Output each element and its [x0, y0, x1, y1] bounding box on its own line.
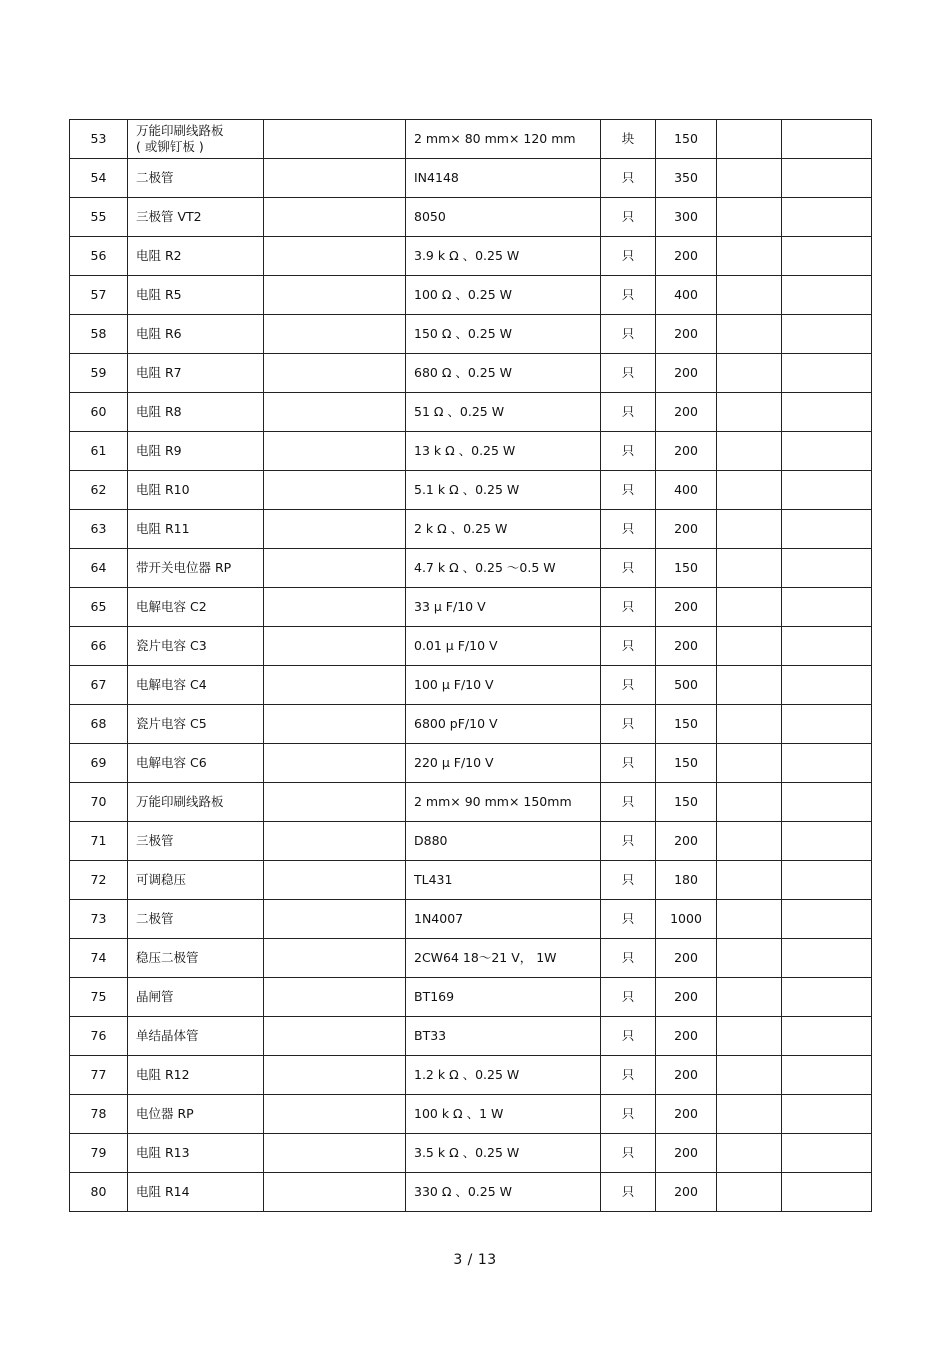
blank-cell [717, 744, 782, 783]
blank-cell [782, 510, 872, 549]
item-number-cell: 74 [70, 939, 128, 978]
item-name-cell [128, 744, 264, 783]
blank-cell [782, 939, 872, 978]
blank-cell [264, 510, 406, 549]
blank-cell [717, 1095, 782, 1134]
unit-cell: 只 [601, 1017, 656, 1056]
spec-cell: 2CW64 18～21 V， 1W [406, 939, 601, 978]
blank-cell [782, 666, 872, 705]
blank-cell [264, 120, 406, 159]
item-name-line: 电阻 R10 [136, 482, 190, 497]
unit-cell: 只 [601, 1095, 656, 1134]
blank-cell [264, 627, 406, 666]
quantity-cell: 200 [656, 1017, 717, 1056]
quantity-cell: 200 [656, 1134, 717, 1173]
unit-cell: 只 [601, 432, 656, 471]
blank-cell [264, 666, 406, 705]
item-number-cell: 71 [70, 822, 128, 861]
quantity-cell: 150 [656, 549, 717, 588]
quantity-cell: 500 [656, 666, 717, 705]
blank-cell [717, 1017, 782, 1056]
spec-cell: 330 Ω 、0.25 W [406, 1173, 601, 1212]
blank-cell [782, 276, 872, 315]
quantity-cell: 200 [656, 315, 717, 354]
item-name-cell [128, 276, 264, 315]
blank-cell [782, 237, 872, 276]
item-number-cell: 68 [70, 705, 128, 744]
unit-cell: 只 [601, 783, 656, 822]
item-name-line: 晶闸管 [136, 989, 174, 1004]
blank-cell [782, 315, 872, 354]
blank-cell [717, 120, 782, 159]
item-number-cell: 80 [70, 1173, 128, 1212]
unit-cell: 只 [601, 510, 656, 549]
quantity-cell: 300 [656, 198, 717, 237]
item-number-cell: 53 [70, 120, 128, 159]
table-row [70, 861, 872, 900]
table-row [70, 198, 872, 237]
blank-cell [717, 822, 782, 861]
item-number-cell: 77 [70, 1056, 128, 1095]
item-name-line: 电阻 R7 [136, 365, 182, 380]
item-name-line: 电解电容 C6 [136, 755, 207, 770]
item-name-cell [128, 510, 264, 549]
quantity-cell: 200 [656, 432, 717, 471]
item-name-line: 带开关电位器 RP [136, 560, 232, 575]
item-name-cell [128, 159, 264, 198]
item-name-line: 单结晶体管 [136, 1028, 199, 1043]
blank-cell [264, 471, 406, 510]
blank-cell [717, 393, 782, 432]
item-number-cell: 67 [70, 666, 128, 705]
blank-cell [717, 354, 782, 393]
blank-cell [264, 237, 406, 276]
spec-cell: 220 μ F/10 V [406, 744, 601, 783]
item-name-line: 万能印刷线路板 [136, 794, 224, 809]
item-name-line: 万能印刷线路板 [136, 123, 224, 138]
item-number-cell: 54 [70, 159, 128, 198]
blank-cell [782, 705, 872, 744]
table-row [70, 237, 872, 276]
unit-cell: 只 [601, 471, 656, 510]
spec-cell: 1.2 k Ω 、0.25 W [406, 1056, 601, 1095]
unit-cell: 只 [601, 861, 656, 900]
item-name-cell [128, 1017, 264, 1056]
item-name-cell [128, 354, 264, 393]
spec-cell: 2 mm× 90 mm× 150mm [406, 783, 601, 822]
table-row [70, 120, 872, 159]
blank-cell [717, 1056, 782, 1095]
table-row [70, 1173, 872, 1212]
blank-cell [717, 783, 782, 822]
blank-cell [264, 900, 406, 939]
blank-cell [264, 939, 406, 978]
blank-cell [717, 198, 782, 237]
quantity-cell: 200 [656, 1095, 717, 1134]
unit-cell: 只 [601, 744, 656, 783]
item-name-cell [128, 315, 264, 354]
item-number-cell: 78 [70, 1095, 128, 1134]
item-name-line: 稳压二极管 [136, 950, 199, 965]
item-number-cell: 66 [70, 627, 128, 666]
blank-cell [717, 1173, 782, 1212]
item-name-line: 二极管 [136, 170, 174, 185]
blank-cell [717, 705, 782, 744]
item-name-cell [128, 432, 264, 471]
spec-cell: 100 Ω 、0.25 W [406, 276, 601, 315]
quantity-cell: 200 [656, 822, 717, 861]
item-number-cell: 59 [70, 354, 128, 393]
spec-cell: 100 k Ω 、1 W [406, 1095, 601, 1134]
table-row [70, 159, 872, 198]
table-row [70, 510, 872, 549]
blank-cell [782, 471, 872, 510]
item-name-cell [128, 822, 264, 861]
blank-cell [264, 354, 406, 393]
blank-cell [717, 510, 782, 549]
item-name-line: 瓷片电容 C5 [136, 716, 207, 731]
blank-cell [264, 159, 406, 198]
unit-cell: 只 [601, 237, 656, 276]
table-row [70, 822, 872, 861]
item-name-line: 电阻 R14 [136, 1184, 190, 1199]
item-number-cell: 70 [70, 783, 128, 822]
blank-cell [717, 549, 782, 588]
item-name-cell [128, 1056, 264, 1095]
spec-cell: 5.1 k Ω 、0.25 W [406, 471, 601, 510]
unit-cell: 只 [601, 1056, 656, 1095]
table-row [70, 1056, 872, 1095]
blank-cell [717, 471, 782, 510]
table-row [70, 1017, 872, 1056]
blank-cell [717, 627, 782, 666]
quantity-cell: 400 [656, 471, 717, 510]
blank-cell [782, 1095, 872, 1134]
item-name-line: 电阻 R11 [136, 521, 190, 536]
spec-cell: D880 [406, 822, 601, 861]
item-number-cell: 64 [70, 549, 128, 588]
unit-cell: 只 [601, 666, 656, 705]
blank-cell [717, 315, 782, 354]
blank-cell [782, 159, 872, 198]
table-row [70, 939, 872, 978]
item-name-line: 电阻 R13 [136, 1145, 190, 1160]
item-name-line: ( 或铆钉板 ) [136, 139, 204, 154]
spec-cell: 51 Ω 、0.25 W [406, 393, 601, 432]
blank-cell [782, 978, 872, 1017]
blank-cell [264, 588, 406, 627]
blank-cell [717, 939, 782, 978]
item-number-cell: 65 [70, 588, 128, 627]
blank-cell [782, 744, 872, 783]
blank-cell [264, 1017, 406, 1056]
item-number-cell: 57 [70, 276, 128, 315]
item-name-cell [128, 900, 264, 939]
spec-cell: 8050 [406, 198, 601, 237]
spec-cell: BT33 [406, 1017, 601, 1056]
table-row [70, 393, 872, 432]
quantity-cell: 200 [656, 393, 717, 432]
unit-cell: 只 [601, 939, 656, 978]
item-number-cell: 63 [70, 510, 128, 549]
spec-cell: TL431 [406, 861, 601, 900]
unit-cell: 只 [601, 705, 656, 744]
quantity-cell: 400 [656, 276, 717, 315]
spec-cell: 0.01 μ F/10 V [406, 627, 601, 666]
blank-cell [782, 783, 872, 822]
item-name-cell [128, 861, 264, 900]
blank-cell [782, 1056, 872, 1095]
item-number-cell: 58 [70, 315, 128, 354]
blank-cell [717, 432, 782, 471]
blank-cell [264, 978, 406, 1017]
spec-cell: 1N4007 [406, 900, 601, 939]
blank-cell [782, 549, 872, 588]
unit-cell: 块 [601, 120, 656, 159]
item-number-cell: 60 [70, 393, 128, 432]
item-name-line: 电位器 RP [136, 1106, 194, 1121]
blank-cell [264, 432, 406, 471]
blank-cell [264, 1134, 406, 1173]
blank-cell [264, 276, 406, 315]
blank-cell [717, 159, 782, 198]
blank-cell [264, 1095, 406, 1134]
unit-cell: 只 [601, 393, 656, 432]
item-name-line: 电阻 R12 [136, 1067, 190, 1082]
unit-cell: 只 [601, 1134, 656, 1173]
unit-cell: 只 [601, 198, 656, 237]
table-row [70, 432, 872, 471]
blank-cell [782, 198, 872, 237]
item-number-cell: 73 [70, 900, 128, 939]
unit-cell: 只 [601, 900, 656, 939]
table-row [70, 1095, 872, 1134]
blank-cell [717, 1134, 782, 1173]
table-row [70, 276, 872, 315]
blank-cell [782, 861, 872, 900]
spec-cell: 33 μ F/10 V [406, 588, 601, 627]
item-name-cell [128, 198, 264, 237]
blank-cell [264, 198, 406, 237]
blank-cell [782, 120, 872, 159]
blank-cell [782, 627, 872, 666]
quantity-cell: 150 [656, 705, 717, 744]
unit-cell: 只 [601, 1173, 656, 1212]
table-row [70, 627, 872, 666]
page-number: 3 / 13 [453, 1252, 497, 1268]
quantity-cell: 200 [656, 627, 717, 666]
blank-cell [717, 588, 782, 627]
quantity-cell: 200 [656, 237, 717, 276]
item-name-cell [128, 1095, 264, 1134]
blank-cell [264, 1173, 406, 1212]
item-number-cell: 69 [70, 744, 128, 783]
item-name-cell [128, 549, 264, 588]
quantity-cell: 150 [656, 783, 717, 822]
unit-cell: 只 [601, 354, 656, 393]
item-number-cell: 75 [70, 978, 128, 1017]
table-row [70, 354, 872, 393]
item-name-cell [128, 978, 264, 1017]
blank-cell [264, 1056, 406, 1095]
quantity-cell: 150 [656, 744, 717, 783]
item-name-cell [128, 939, 264, 978]
item-name-cell [128, 471, 264, 510]
unit-cell: 只 [601, 588, 656, 627]
unit-cell: 只 [601, 822, 656, 861]
blank-cell [782, 393, 872, 432]
table-row [70, 744, 872, 783]
unit-cell: 只 [601, 627, 656, 666]
table-row [70, 549, 872, 588]
item-name-cell [128, 237, 264, 276]
item-number-cell: 61 [70, 432, 128, 471]
item-name-cell [128, 588, 264, 627]
unit-cell: 只 [601, 549, 656, 588]
blank-cell [264, 861, 406, 900]
unit-cell: 只 [601, 276, 656, 315]
blank-cell [717, 666, 782, 705]
item-name-line: 可调稳压 [136, 872, 187, 887]
blank-cell [717, 978, 782, 1017]
table-row [70, 588, 872, 627]
spec-cell: 2 mm× 80 mm× 120 mm [406, 120, 601, 159]
table-row [70, 471, 872, 510]
item-number-cell: 56 [70, 237, 128, 276]
spec-cell: 13 k Ω 、0.25 W [406, 432, 601, 471]
spec-cell: IN4148 [406, 159, 601, 198]
item-name-line: 三极管 VT2 [136, 209, 202, 224]
spec-cell: 3.5 k Ω 、0.25 W [406, 1134, 601, 1173]
table-row [70, 666, 872, 705]
table-row [70, 1134, 872, 1173]
blank-cell [264, 705, 406, 744]
item-name-cell [128, 705, 264, 744]
blank-cell [264, 315, 406, 354]
item-name-line: 二极管 [136, 911, 174, 926]
item-number-cell: 62 [70, 471, 128, 510]
item-name-cell [128, 783, 264, 822]
quantity-cell: 200 [656, 588, 717, 627]
blank-cell [717, 276, 782, 315]
quantity-cell: 200 [656, 354, 717, 393]
item-number-cell: 55 [70, 198, 128, 237]
item-name-line: 三极管 [136, 833, 174, 848]
blank-cell [782, 354, 872, 393]
unit-cell: 只 [601, 978, 656, 1017]
table-row [70, 783, 872, 822]
item-name-cell [128, 120, 264, 159]
item-name-cell [128, 666, 264, 705]
blank-cell [782, 1173, 872, 1212]
blank-cell [264, 783, 406, 822]
item-name-cell [128, 627, 264, 666]
item-name-line: 电阻 R5 [136, 287, 182, 302]
item-name-cell [128, 1134, 264, 1173]
quantity-cell: 180 [656, 861, 717, 900]
quantity-cell: 350 [656, 159, 717, 198]
blank-cell [782, 1134, 872, 1173]
quantity-cell: 200 [656, 939, 717, 978]
table-row [70, 978, 872, 1017]
spec-cell: 680 Ω 、0.25 W [406, 354, 601, 393]
quantity-cell: 200 [656, 1173, 717, 1212]
item-name-line: 电阻 R6 [136, 326, 182, 341]
table-row [70, 705, 872, 744]
item-number-cell: 79 [70, 1134, 128, 1173]
spec-cell: 3.9 k Ω 、0.25 W [406, 237, 601, 276]
spec-cell: 100 μ F/10 V [406, 666, 601, 705]
blank-cell [717, 861, 782, 900]
blank-cell [717, 237, 782, 276]
item-number-cell: 76 [70, 1017, 128, 1056]
item-name-cell [128, 1173, 264, 1212]
blank-cell [782, 822, 872, 861]
item-name-line: 瓷片电容 C3 [136, 638, 207, 653]
item-name-line: 电阻 R2 [136, 248, 182, 263]
item-name-line: 电解电容 C4 [136, 677, 207, 692]
table-row [70, 315, 872, 354]
table-body [70, 120, 872, 1212]
unit-cell: 只 [601, 315, 656, 354]
blank-cell [782, 900, 872, 939]
spec-cell: 2 k Ω 、0.25 W [406, 510, 601, 549]
blank-cell [782, 588, 872, 627]
item-name-line: 电阻 R8 [136, 404, 182, 419]
item-number-cell: 72 [70, 861, 128, 900]
quantity-cell: 200 [656, 1056, 717, 1095]
blank-cell [782, 1017, 872, 1056]
blank-cell [264, 549, 406, 588]
parts-table [69, 119, 872, 1212]
spec-cell: 4.7 k Ω 、0.25 ～0.5 W [406, 549, 601, 588]
table-row [70, 900, 872, 939]
spec-cell: 6800 pF/10 V [406, 705, 601, 744]
blank-cell [782, 432, 872, 471]
blank-cell [264, 744, 406, 783]
unit-cell: 只 [601, 159, 656, 198]
spec-cell: 150 Ω 、0.25 W [406, 315, 601, 354]
blank-cell [264, 822, 406, 861]
quantity-cell: 150 [656, 120, 717, 159]
quantity-cell: 200 [656, 978, 717, 1017]
blank-cell [717, 900, 782, 939]
blank-cell [264, 393, 406, 432]
item-name-line: 电解电容 C2 [136, 599, 207, 614]
item-name-line: 电阻 R9 [136, 443, 182, 458]
item-name-cell [128, 393, 264, 432]
spec-cell: BT169 [406, 978, 601, 1017]
quantity-cell: 200 [656, 510, 717, 549]
quantity-cell: 1000 [656, 900, 717, 939]
